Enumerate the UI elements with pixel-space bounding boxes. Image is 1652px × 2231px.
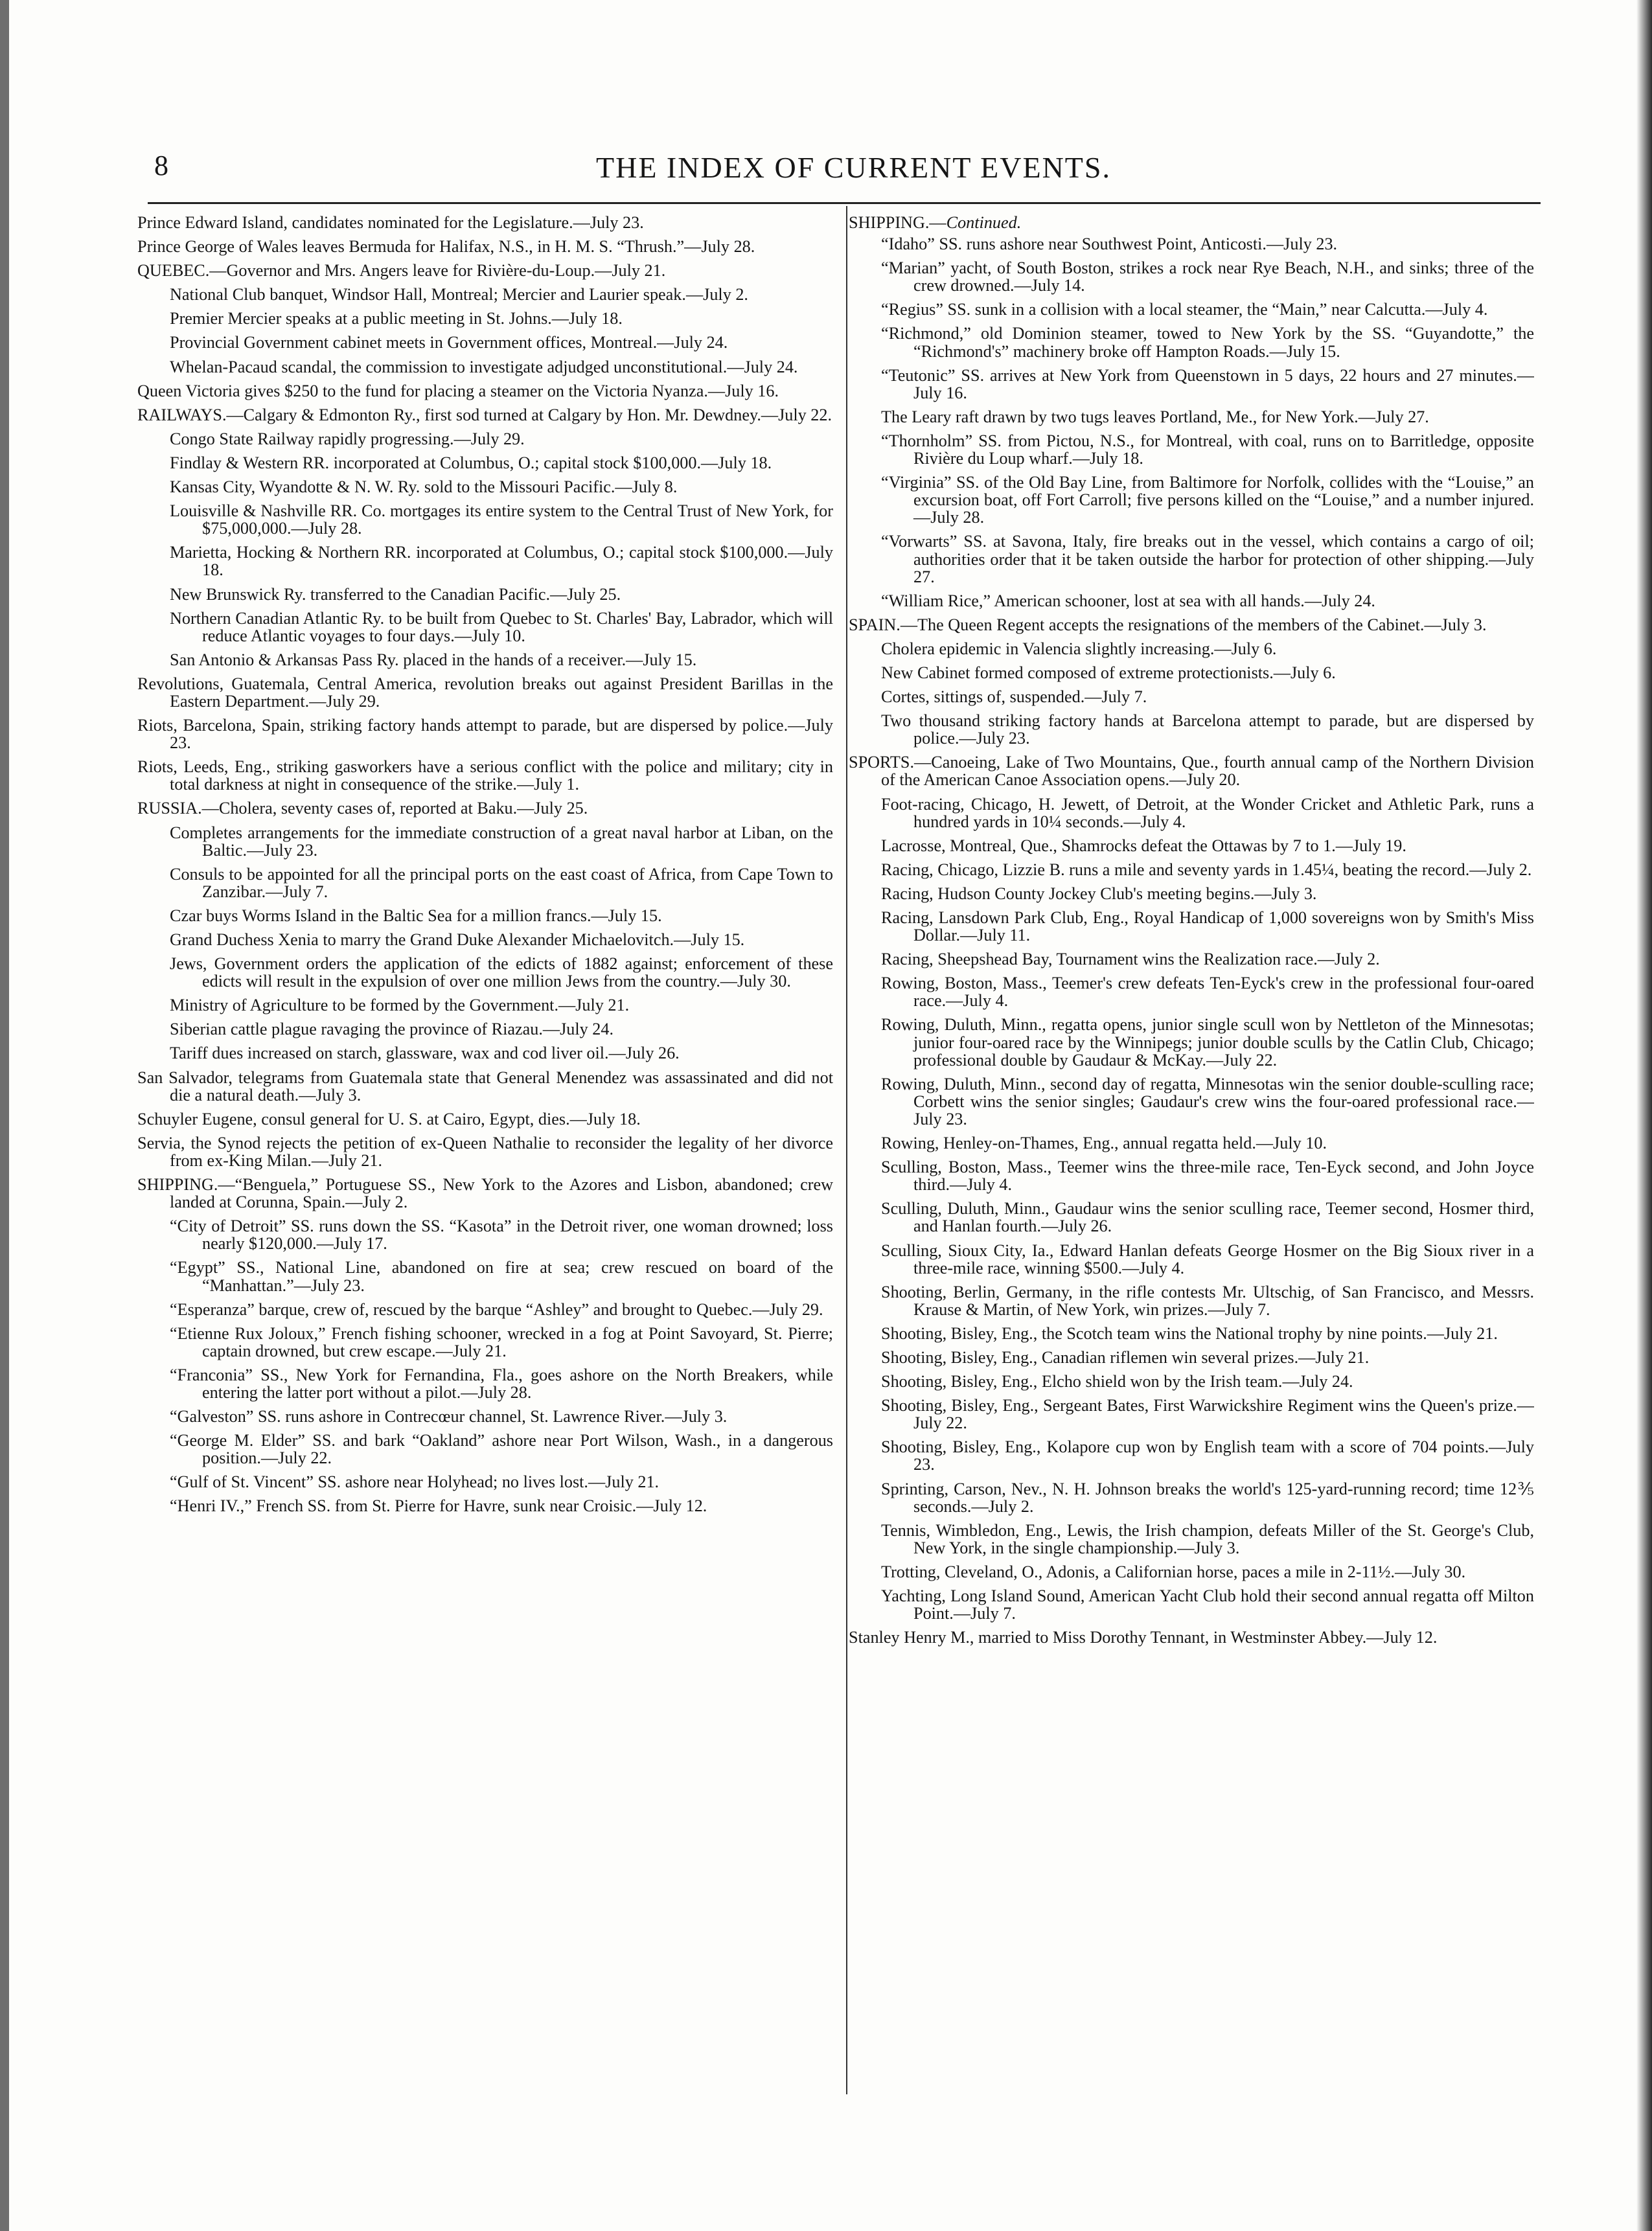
index-entry: “George M. Elder” SS. and bark “Oakland” ashore near Port Wilson, Wash., in a dangerous position.—July 22. bbox=[170, 1431, 833, 1468]
index-entry: Jews, Government orders the application of the edicts of 1882 against; enforcement of these edicts will result in the expulsion of over one million Jews from the country.—July 30. bbox=[170, 954, 833, 991]
index-entry: Schuyler Eugene, consul general for U. S. at Cairo, Egypt, dies.—July 18. bbox=[137, 1109, 641, 1128]
index-entry: Tennis, Wimbledon, Eng., Lewis, the Irish champion, defeats Miller of the St. George's Club, New York, in the single championship.—July 3. bbox=[881, 1520, 1534, 1557]
right-column bbox=[849, 214, 1534, 2092]
index-entry: Sculling, Duluth, Minn., Gaudaur wins the senior sculling race, Teemer second, Hosmer third, and Hanlan fourth.—July 26. bbox=[881, 1199, 1534, 1236]
index-entry: Yachting, Long Island Sound, American Yacht Club hold their second annual regatta off Milton Point.—July 7. bbox=[881, 1586, 1534, 1623]
index-entry: Provincial Government cabinet meets in Government offices, Montreal.—July 24. bbox=[170, 333, 728, 352]
index-entry: Marietta, Hocking & Northern RR. incorporated at Columbus, O.; capital stock $100,000.—July 18. bbox=[170, 543, 833, 580]
index-entry: “Vorwarts” SS. at Savona, Italy, fire breaks out in the vessel, which contains a cargo of oil; authorities order that it be taken outside the harbor for protection of other shipping.—July 27. bbox=[881, 532, 1534, 586]
index-entry: Racing, Hudson County Jockey Club's meeting begins.—July 3. bbox=[881, 884, 1317, 903]
index-entry: Revolutions, Guatemala, Central America, revolution breaks out against President Barillas in the Eastern Department.—July 29. bbox=[137, 674, 833, 711]
index-entry: Rowing, Duluth, Minn., second day of regatta, Minnesotas win the senior double-sculling race; Corbett wins the senior singles; Gaudaur's crew wins the four-oared professional race.—July 23. bbox=[881, 1074, 1534, 1128]
index-entry: Racing, Lansdown Park Club, Eng., Royal Handicap of 1,000 sovereigns won by Smith's Miss Dollar.—July 11. bbox=[881, 908, 1534, 945]
index-entry: Cortes, sittings of, suspended.—July 7. bbox=[881, 687, 1147, 707]
header-rule bbox=[148, 202, 1541, 204]
index-entry: Prince George of Wales leaves Bermuda for Halifax, N.S., in H. M. S. “Thrush.”—July 28. bbox=[137, 237, 755, 257]
index-entry: Louisville & Nashville RR. Co. mortgages its entire system to the Central Trust of New York, for $75,000,000.—July 28. bbox=[170, 501, 833, 538]
index-entry: Rowing, Duluth, Minn., regatta opens, junior single scull won by Nettleton of the Minnesotas; junior four-oared race by the Winnipegs; junior double sculls by the Catlin Club, Chicago; professional double by Gaudaur & McKay.—July 22. bbox=[881, 1015, 1534, 1070]
index-entry: Trotting, Cleveland, O., Adonis, a Californian horse, paces a mile in 2-11½.—July 30. bbox=[881, 1562, 1466, 1581]
index-entry: Whelan-Pacaud scandal, the commission to investigate adjudged unconstitutional.—July 24. bbox=[170, 357, 798, 376]
index-entry: Racing, Chicago, Lizzie B. runs a mile and seventy yards in 1.45¼, beating the record.—July 2. bbox=[881, 860, 1532, 879]
section-label: SHIPPING.— bbox=[849, 214, 946, 232]
continued-label: Continued. bbox=[946, 214, 1022, 232]
index-entry: SPORTS.—Canoeing, Lake of Two Mountains, Que., fourth annual camp of the Northern Division of the American Canoe Association opens.—July 20. bbox=[849, 753, 1534, 790]
index-entry: National Club banquet, Windsor Hall, Montreal; Mercier and Laurier speak.—July 2. bbox=[170, 285, 748, 304]
index-entry: Riots, Barcelona, Spain, striking factory hands attempt to parade, but are dispersed by police.—July 23. bbox=[137, 716, 833, 753]
index-entry: Shooting, Bisley, Eng., Sergeant Bates, First Warwickshire Regiment wins the Queen's prize.—July 22. bbox=[881, 1396, 1534, 1433]
index-entry: New Cabinet formed composed of extreme protectionists.—July 6. bbox=[881, 663, 1336, 682]
index-entry: “Teutonic” SS. arrives at New York from Queenstown in 5 days, 22 hours and 27 minutes.—July 16. bbox=[881, 365, 1534, 402]
scan-edge-left bbox=[0, 0, 9, 2231]
index-entry: Lacrosse, Montreal, Que., Shamrocks defeat the Ottawas by 7 to 1.—July 19. bbox=[881, 836, 1406, 855]
index-entry: Northern Canadian Atlantic Ry. to be built from Quebec to St. Charles' Bay, Labrador, which will reduce Atlantic voyages to four days.—July 10. bbox=[170, 608, 833, 645]
index-entry: “Richmond,” old Dominion steamer, towed to New York by the SS. “Guyandotte,” the “Richmond's” machinery broke off Hampton Roads.—July 15. bbox=[881, 324, 1534, 361]
index-entry: “Henri IV.,” French SS. from St. Pierre for Havre, sunk near Croisic.—July 12. bbox=[170, 1496, 707, 1516]
index-entry: Riots, Leeds, Eng., striking gasworkers have a serious conflict with the police and military; city in total darkness at night in consequence of the strike.—July 1. bbox=[137, 757, 833, 794]
continued-heading bbox=[849, 214, 1534, 231]
index-entry: “Franconia” SS., New York for Fernandina, Fla., goes ashore on the North Breakers, while entering the latter port without a pilot.—July 28. bbox=[170, 1365, 833, 1402]
index-entry: RUSSIA.—Cholera, seventy cases of, reported at Baku.—July 25. bbox=[137, 799, 588, 818]
index-entry: Rowing, Boston, Mass., Teemer's crew defeats Ten-Eyck's crew in the professional four-oared race.—July 4. bbox=[881, 974, 1534, 1011]
index-entry: Kansas City, Wyandotte & N. W. Ry. sold to the Missouri Pacific.—July 8. bbox=[170, 477, 678, 497]
left-column bbox=[137, 214, 833, 2092]
index-entry: New Brunswick Ry. transferred to the Canadian Pacific.—July 25. bbox=[170, 584, 621, 604]
index-entry: The Leary raft drawn by two tugs leaves Portland, Me., for New York.—July 27. bbox=[881, 407, 1429, 426]
scan-edge-right bbox=[1636, 0, 1652, 2231]
page-number: 8 bbox=[154, 150, 169, 181]
index-entry: Queen Victoria gives $250 to the fund for placing a steamer on the Victoria Nyanza.—July 16. bbox=[137, 381, 779, 400]
index-entry: “Virginia” SS. of the Old Bay Line, from Baltimore for Norfolk, collides with the “Louise,” an excursion boat, off Fort Carroll; five persons killed on the “Louise,” and a number injured.—July 28. bbox=[881, 473, 1534, 527]
index-entry: Cholera epidemic in Valencia slightly increasing.—July 6. bbox=[881, 639, 1277, 658]
index-entry: “City of Detroit” SS. runs down the SS. “Kasota” in the Detroit river, one woman drowned; loss nearly $120,000.—July 17. bbox=[170, 1217, 833, 1253]
index-entry: “Thornholm” SS. from Pictou, N.S., for Montreal, with coal, runs on to Barritledge, opposite Rivière du Loup wharf.—July 18. bbox=[881, 431, 1534, 468]
index-entry: Completes arrangements for the immediate construction of a great naval harbor at Liban, on the Baltic.—July 23. bbox=[170, 823, 833, 860]
index-entry: Consuls to be appointed for all the principal ports on the east coast of Africa, from Cape Town to Zanzibar.—July 7. bbox=[170, 864, 833, 901]
index-entry: San Antonio & Arkansas Pass Ry. placed in the hands of a receiver.—July 15. bbox=[170, 650, 697, 669]
index-entry: Rowing, Henley-on-Thames, Eng., annual regatta held.—July 10. bbox=[881, 1134, 1327, 1153]
index-entry: Stanley Henry M., married to Miss Dorothy Tennant, in Westminster Abbey.—July 12. bbox=[849, 1628, 1438, 1647]
index-entry: Sculling, Sioux City, Ia., Edward Hanlan defeats George Hosmer on the Big Sioux river in a three-mile race, winning $500.—July 4. bbox=[881, 1241, 1534, 1277]
index-entry: RAILWAYS.—Calgary & Edmonton Ry., first sod turned at Calgary by Hon. Mr. Dewdney.—July 22. bbox=[137, 405, 832, 424]
index-entry: San Salvador, telegrams from Guatemala state that General Menendez was assassinated and did not die a natural death.—July 3. bbox=[137, 1068, 833, 1104]
index-entry: “Gulf of St. Vincent” SS. ashore near Holyhead; no lives lost.—July 21. bbox=[170, 1472, 660, 1492]
index-entry: Shooting, Bisley, Eng., the Scotch team wins the National trophy by nine points.—July 21. bbox=[881, 1323, 1498, 1343]
index-entry: Siberian cattle plague ravaging the province of Riazau.—July 24. bbox=[170, 1020, 614, 1039]
index-entry: Grand Duchess Xenia to marry the Grand Duke Alexander Michaelovitch.—July 15. bbox=[170, 930, 745, 949]
index-entry: Ministry of Agriculture to be formed by the Government.—July 21. bbox=[170, 996, 630, 1015]
index-entry: Tariff dues increased on starch, glassware, wax and cod liver oil.—July 26. bbox=[170, 1044, 680, 1063]
index-entry: Sprinting, Carson, Nev., N. H. Johnson breaks the world's 125-yard-running record; time 12⅗ seconds.—July 2. bbox=[881, 1479, 1534, 1516]
index-entry: “Etienne Rux Joloux,” French fishing schooner, wrecked in a fog at Point Savoyard, St. Pierre; captain drowned, but crew escape.—July 21. bbox=[170, 1323, 833, 1360]
index-entry: Shooting, Berlin, Germany, in the rifle contests Mr. Ultschig, of San Francisco, and Messrs. Krause & Martin, of New York, win prizes.—July 7. bbox=[881, 1282, 1534, 1319]
index-entry: Congo State Railway rapidly progressing.—July 29. bbox=[170, 429, 525, 448]
index-entry: Czar buys Worms Island in the Baltic Sea for a million francs.—July 15. bbox=[170, 906, 662, 925]
index-entry: “William Rice,” American schooner, lost at sea with all hands.—July 24. bbox=[881, 591, 1375, 610]
index-entry: Findlay & Western RR. incorporated at Columbus, O.; capital stock $100,000.—July 18. bbox=[170, 453, 772, 472]
column-divider bbox=[846, 206, 847, 2094]
index-entry: Racing, Sheepshead Bay, Tournament wins the Realization race.—July 2. bbox=[881, 950, 1380, 969]
index-entry: “Regius” SS. sunk in a collision with a local steamer, the “Main,” near Calcutta.—July 4. bbox=[881, 300, 1488, 319]
index-entry: Two thousand striking factory hands at Barcelona attempt to parade, but are dispersed by police.—July 23. bbox=[881, 711, 1534, 748]
index-entry: “Egypt” SS., National Line, abandoned on fire at sea; crew rescued on board of the “Manhattan.”—July 23. bbox=[170, 1258, 833, 1295]
index-entry: “Esperanza” barque, crew of, rescued by the barque “Ashley” and brought to Quebec.—July 29. bbox=[170, 1299, 823, 1319]
index-entry: SPAIN.—The Queen Regent accepts the resignations of the members of the Cabinet.—July 3. bbox=[849, 615, 1487, 634]
index-entry: Servia, the Synod rejects the petition of ex-Queen Nathalie to reconsider the legality of her divorce from ex-King Milan.—July 21. bbox=[137, 1133, 833, 1170]
index-entry: Premier Mercier speaks at a public meeting in St. Johns.—July 18. bbox=[170, 309, 623, 328]
index-entry: Foot-racing, Chicago, H. Jewett, of Detroit, at the Wonder Cricket and Athletic Park, runs a hundred yards in 10¼ seconds.—July 4. bbox=[881, 794, 1534, 831]
index-entry: “Galveston” SS. runs ashore in Contrecœur channel, St. Lawrence River.—July 3. bbox=[170, 1407, 728, 1426]
index-entry: QUEBEC.—Governor and Mrs. Angers leave for Rivière-du-Loup.—July 21. bbox=[137, 261, 666, 280]
index-entry: SHIPPING.—“Benguela,” Portuguese SS., New York to the Azores and Lisbon, abandoned; crew landed at Corunna, Spain.—July 2. bbox=[137, 1175, 833, 1212]
index-entry: Prince Edward Island, candidates nominated for the Legislature.—July 23. bbox=[137, 214, 644, 232]
index-entry: “Marian” yacht, of South Boston, strikes a rock near Rye Beach, N.H., and sinks; three of the crew drowned.—July 14. bbox=[881, 258, 1534, 295]
index-entry: Sculling, Boston, Mass., Teemer wins the three-mile race, Ten-Eyck second, and John Joyce third.—July 4. bbox=[881, 1158, 1534, 1195]
index-entry: Shooting, Bisley, Eng., Kolapore cup won by English team with a score of 704 points.—July 23. bbox=[881, 1437, 1534, 1474]
index-entry: Shooting, Bisley, Eng., Canadian riflemen win several prizes.—July 21. bbox=[881, 1347, 1370, 1367]
index-entry: Shooting, Bisley, Eng., Elcho shield won by the Irish team.—July 24. bbox=[881, 1372, 1353, 1391]
page-title: THE INDEX OF CURRENT EVENTS. bbox=[596, 151, 1111, 184]
index-entry: “Idaho” SS. runs ashore near Southwest Point, Anticosti.—July 23. bbox=[881, 235, 1338, 254]
